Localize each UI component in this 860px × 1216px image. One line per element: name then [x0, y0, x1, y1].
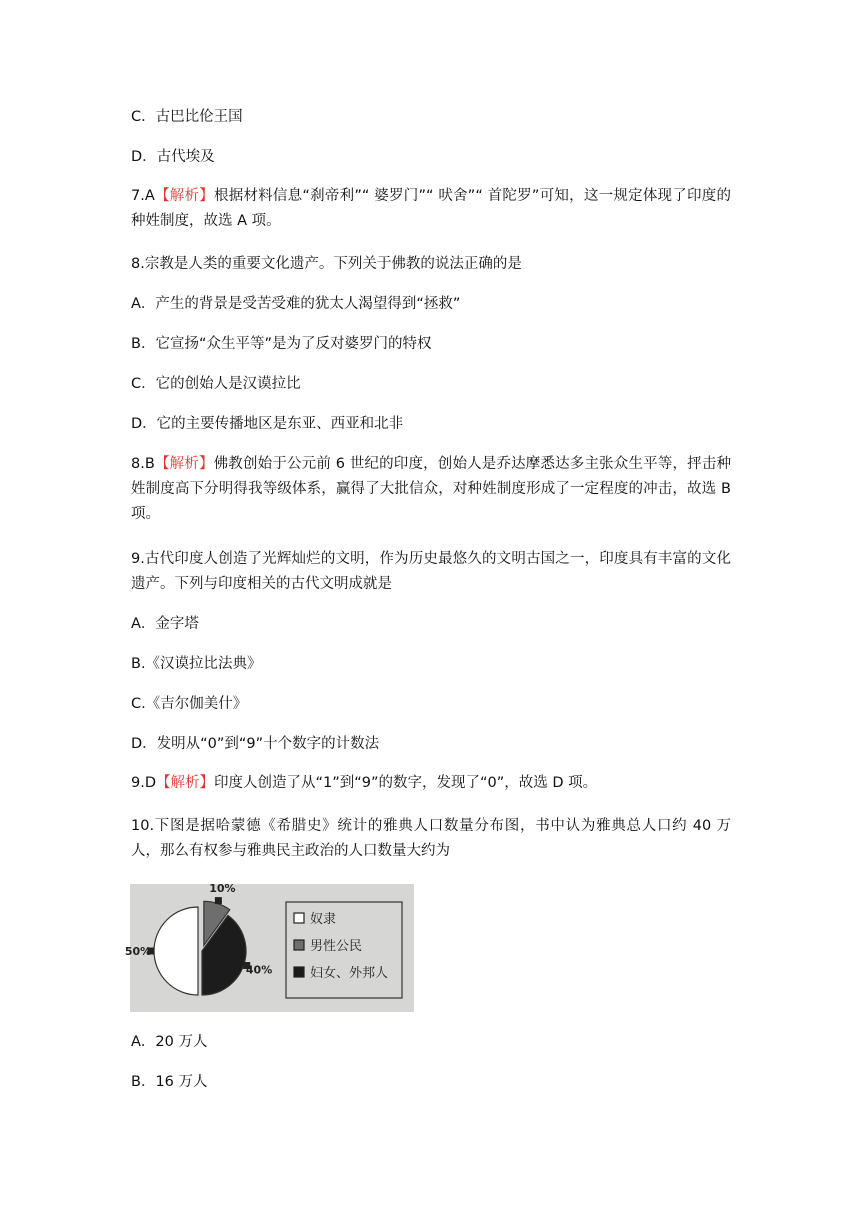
- answer-7-number: 7.A: [131, 188, 155, 204]
- q6-option-c: C．古巴比伦王国: [131, 109, 243, 125]
- q9-option-d: D．发明从“0”到“9”十个数字的计数法: [131, 736, 380, 752]
- pie-label-marker-male-citizens: [215, 897, 222, 904]
- pie-value-label-male-citizens: 10%: [209, 882, 236, 896]
- legend-label-male-citizens: 男性公民: [310, 939, 363, 954]
- q8-option-b: B．它宣扬“众生平等”是为了反对婆罗门的特权: [131, 336, 432, 352]
- q8-option-c: C．它的创始人是汉谟拉比: [131, 376, 301, 392]
- answer-8-text: 佛教创始于公元前 6 世纪的印度，创始人是乔达摩悉达多主张众生平等，抨击种姓制度高下分明得我等级体系，赢得了大批信众，对种姓制度形成了一定程度的冲击，故选 B 项。: [131, 456, 731, 522]
- q9-option-a: A．金字塔: [131, 616, 199, 632]
- q8-option-d: D．它的主要传播地区是东亚、西亚和北非: [131, 416, 404, 432]
- q9-option-b: B.《汉谟拉比法典》: [131, 656, 262, 672]
- answer-9-number: 9.D: [131, 775, 156, 791]
- analysis-tag: 【解析】: [154, 188, 214, 204]
- pie-value-label-women-foreigners: 40%: [245, 963, 273, 977]
- q10-option-b: B．16 万人: [131, 1074, 208, 1090]
- legend-swatch-male-citizens: [294, 940, 304, 950]
- pie-value-label-slaves: 50%: [124, 945, 152, 958]
- legend-swatch-women-foreigners: [294, 967, 304, 977]
- analysis-tag: 【解析】: [154, 456, 214, 472]
- population-pie-chart: [124, 882, 414, 1012]
- answer-9: [131, 771, 731, 796]
- question-8-stem: 8.宗教是人类的重要文化遗产。下列关于佛教的说法正确的是: [131, 256, 522, 272]
- q8-option-a: A．产生的背景是受苦受难的犹太人渴望得到“拯救”: [131, 296, 461, 312]
- q6-option-d: D．古代埃及: [131, 149, 215, 165]
- question-9-stem: 9.古代印度人创造了光辉灿烂的文明，作为历史最悠久的文明古国之一，印度具有丰富的文化遗产。下列与印度相关的古代文明成就是: [131, 551, 731, 592]
- legend-label-women-foreigners: 妇女、外邦人: [310, 966, 389, 981]
- answer-8-number: 8.B: [131, 456, 155, 472]
- answer-7-text: 根据材料信息“刹帝利”“ 婆罗门”“ 吠舍”“ 首陀罗”可知，这一规定体现了印度的种姓制度，故选 A 项。: [131, 188, 732, 229]
- legend-label-slaves: 奴隶: [310, 912, 337, 927]
- answer-9-text: 印度人创造了从“1”到“9”的数字，发现了“0”，故选 D 项。: [214, 775, 598, 791]
- answer-8: [131, 452, 731, 527]
- question-10-stem: 10.下图是据哈蒙德《希腊史》统计的雅典人口数量分布图，书中认为雅典总人口约 40 万人，那么有权参与雅典民主政治的人口数量大约为: [131, 818, 731, 859]
- answer-7: [131, 184, 731, 234]
- analysis-tag: 【解析】: [156, 775, 214, 791]
- population-pie-figure: [124, 882, 414, 1012]
- q9-option-c: C.《吉尔伽美什》: [131, 696, 248, 712]
- q10-option-a: A．20 万人: [131, 1034, 208, 1050]
- legend-swatch-slaves: [294, 913, 304, 923]
